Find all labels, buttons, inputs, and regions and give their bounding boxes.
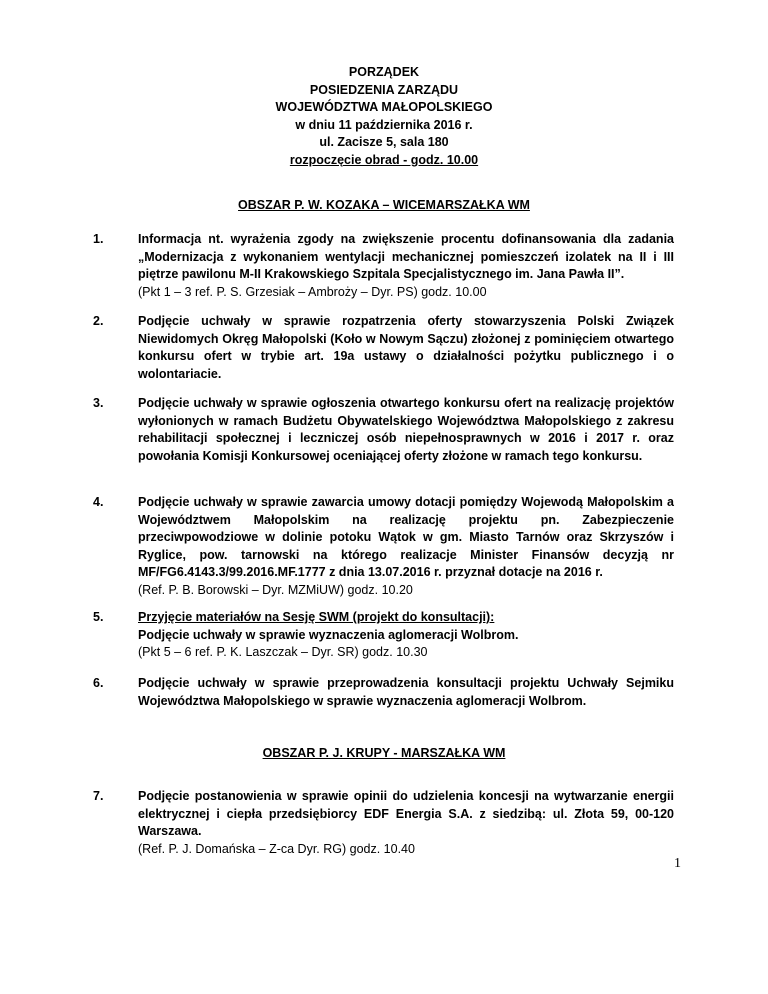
item-reference: (Ref. P. J. Domańska – Z-ca Dyr. RG) godz. 10.40 [138,841,415,856]
header-subtitle: POSIEDZENIA ZARZĄDU [309,82,459,97]
item-number: 7. [93,789,104,803]
item-number: 3. [93,396,104,410]
section-title-kozak: OBSZAR P. W. KOZAKA – WICEMARSZAŁKA WM [238,198,530,212]
header-title: PORZĄDEK [348,65,420,79]
item-body [138,675,674,710]
item-heading: Przyjęcie materiałów na Sesję SWM (projekt do konsultacji): [138,610,495,624]
item-text: Podjęcie uchwały w sprawie przeprowadzenia konsultacji projektu Uchwały Sejmiku Województwa Małopolskiego w sprawie wyznaczenia aglomeracji Wolbrom. [138,676,674,708]
item-body [138,788,674,858]
item-number: 5. [93,610,104,624]
item-body [138,313,674,383]
item-number: 1. [93,232,104,246]
item-number: 6. [93,676,104,690]
item-text: Podjęcie uchwały w sprawie ogłoszenia otwartego konkursu ofert na realizację projektów wyłonionych w ramach Budżetu Obywatelskiego Województwa Małopolskiego z zakresu rehabilitacji społecznej i leczniczej osób niepełnosprawnych w 2016 i 2017 r. oraz powołania Komisji Konkursowej oceniającej oferty złożone w ramach tego konkursu. [138,396,674,463]
item-reference: (Pkt 5 – 6 ref. P. K. Laszczak – Dyr. SR) godz. 10.30 [138,645,428,659]
item-number: 2. [93,314,104,328]
header-address: ul. Zacisze 5, sala 180 [319,135,449,149]
item-text: Podjęcie postanowienia w sprawie opinii do udzielenia koncesji na wytwarzanie energii elektrycznej i ciepła przedsiębiorcy EDF Energia S.A. z siedzibą: ul. Złota 59, 00-120 Warszawa. [138,789,674,838]
header-date: w dniu 11 października 2016 r. [295,117,473,132]
agenda-header [0,64,768,169]
item-body [138,494,674,599]
item-text: Podjęcie uchwały w sprawie rozpatrzenia oferty stowarzyszenia Polski Związek Niewidomych Okręg Małopolski (Koło w Nowym Sączu) złożonej z pominięciem otwartego konkursu ofert w trybie art. 19a ustawy o działalności pożytku publicznego i o wolontariacie. [138,314,674,381]
item-reference: (Ref. P. B. Borowski – Dyr. MZMiUW) godz. 10.20 [138,582,413,597]
item-text: Podjęcie uchwały w sprawie wyznaczenia aglomeracji Wolbrom. [138,627,519,642]
item-body [138,609,674,662]
item-body [138,395,674,465]
item-text: Podjęcie uchwały w sprawie zawarcia umowy dotacji pomiędzy Wojewodą Małopolskim a Województwem Małopolskim na realizację projektu pn. Zabezpieczenie przeciwpowodziowe w dolinie potoku Wątok w gm. Miasto Tarnów oraz Skrzyszów i Ryglice, pow. tarnowski na którego realizacje Minister Finansów decyzją nr MF/FG6.4143.3/99.2016.MF.1777 z dnia 13.07.2016 r. przyznał dotacje na 2016 r. [138,495,674,579]
section-title-krupa: OBSZAR P. J. KRUPY - MARSZAŁKA WM [262,746,506,760]
item-reference: (Pkt 1 – 3 ref. P. S. Grzesiak – Ambroży – Dyr. PS) godz. 10.00 [138,284,487,299]
item-text: Informacja nt. wyrażenia zgody na zwiększenie procentu dofinansowania dla zadania „Modernizacja z wykonaniem wentylacji mechanicznej pomieszczeń izolatek na II i III piętrze pawilonu M-II Krakowskiego Szpitala Specjalistycznego im. Jana Pawła II”. [138,232,674,281]
page-number: 1 [674,856,681,871]
header-start-time: rozpoczęcie obrad - godz. 10.00 [289,152,479,167]
item-number: 4. [93,495,104,509]
item-body [138,231,674,301]
header-organization: WOJEWÓDZTWA MAŁOPOLSKIEGO [275,100,493,114]
